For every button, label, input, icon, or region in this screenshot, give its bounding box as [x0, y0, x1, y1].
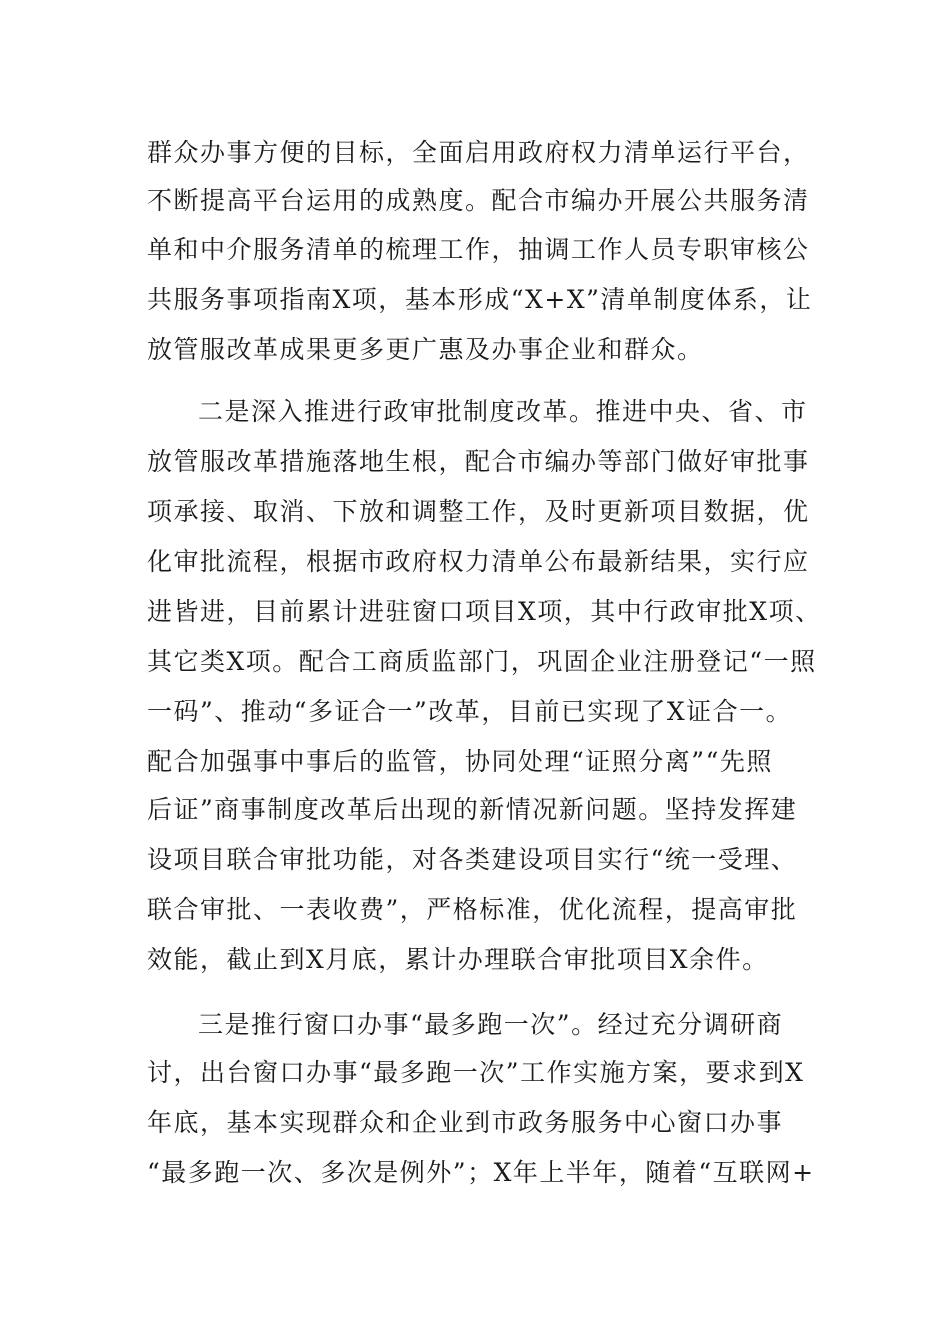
- text-line-2: 不断提高平台运用的成熟度。配合市编办开展公共服务清: [147, 186, 810, 215]
- text-line-20: 年底，基本实现群众和企业到市政务服务中心窗口办事: [147, 1108, 784, 1137]
- text-line-6: 二是深入推进行政审批制度改革。推进中央、省、市: [198, 397, 808, 426]
- text-line-12: 一码”、推动“多证合一”改革，目前已实现了X证合一。: [147, 697, 793, 726]
- text-line-8: 项承接、取消、下放和调整工作，及时更新项目数据，优: [147, 497, 810, 526]
- text-line-21: “最多跑一次、多次是例外”；X年上半年，随着“互联网+: [147, 1158, 815, 1187]
- text-line-10: 进皆进，目前累计进驻窗口项目X项，其中行政审批X项、: [147, 597, 822, 626]
- text-line-15: 设项目联合审批功能，对各类建设项目实行“统一受理、: [147, 845, 798, 874]
- text-line-13: 配合加强事中事后的监管，协同处理“证照分离”“先照: [147, 747, 773, 776]
- text-line-5: 放管服改革成果更多更广惠及办事企业和群众。: [147, 335, 704, 364]
- text-line-9: 化审批流程，根据市政府权力清单公布最新结果，实行应: [147, 547, 810, 576]
- text-line-17: 效能，截止到X月底，累计办理联合审批项目X余件。: [147, 945, 769, 974]
- text-line-14: 后证”商事制度改革后出现的新情况新问题。坚持发挥建: [147, 795, 798, 824]
- text-line-16: 联合审批、一表收费”，严格标准，优化流程，提高审批: [147, 895, 798, 924]
- text-line-19: 讨，出台窗口办事“最多跑一次”工作实施方案，要求到X: [147, 1058, 805, 1087]
- text-line-7: 放管服改革措施落地生根，配合市编办等部门做好审批事: [147, 447, 810, 476]
- text-line-1: 群众办事方便的目标，全面启用政府权力清单运行平台，: [147, 138, 810, 167]
- text-line-4: 共服务事项指南X项，基本形成“X+X”清单制度体系，让: [147, 285, 813, 314]
- text-line-3: 单和中介服务清单的梳理工作，抽调工作人员专职审核公: [147, 235, 810, 264]
- text-line-11: 其它类X项。配合工商质监部门，巩固企业注册登记“一照: [147, 647, 817, 676]
- text-line-18: 三是推行窗口办事“最多跑一次”。经过充分调研商: [198, 1010, 784, 1039]
